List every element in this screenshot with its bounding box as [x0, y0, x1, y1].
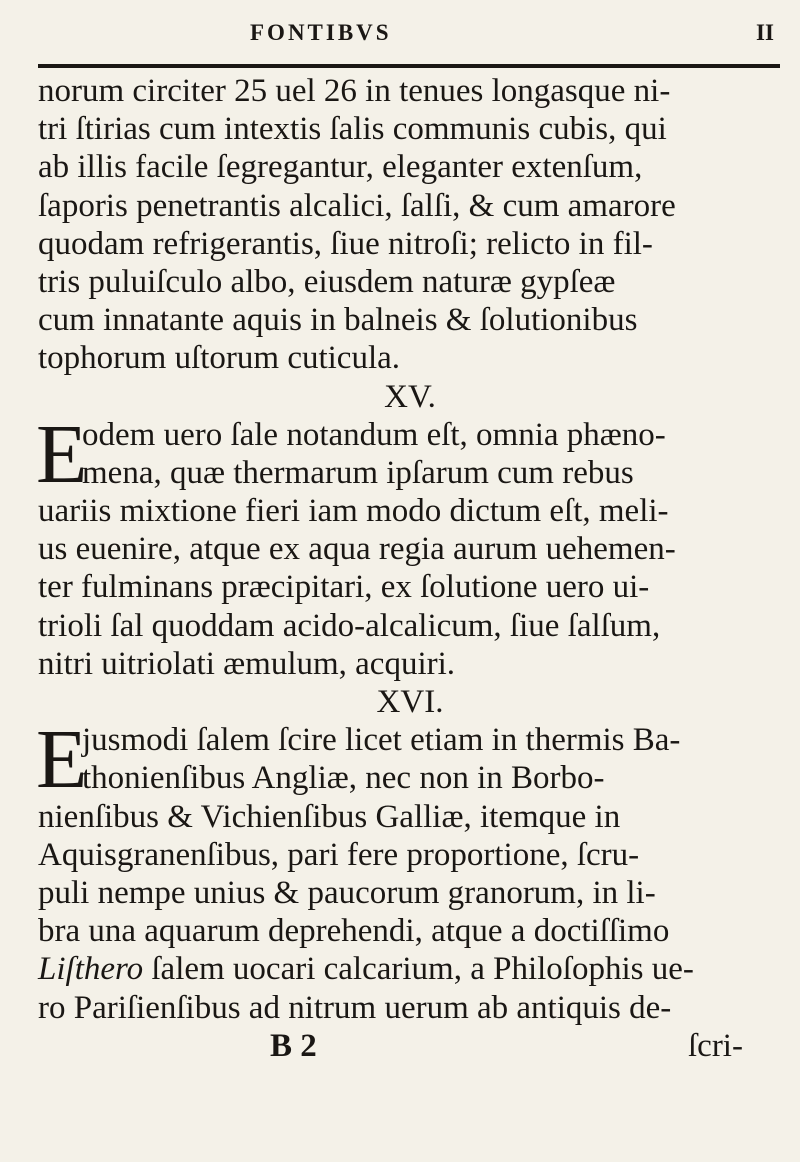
paragraph-1	[38, 72, 782, 378]
italic-name: Liſthero	[38, 951, 144, 988]
drop-cap: E	[36, 713, 88, 807]
page-text	[38, 72, 782, 1065]
text-line: quodam refrigerantis, ſiue nitroſi; relicto in fil-	[38, 225, 653, 262]
text-line: bra una aquarum deprehendi, atque a doctiſſimo	[38, 913, 670, 950]
text-line: tris puluiſculo albo, eiusdem naturæ gypſeæ	[38, 263, 616, 300]
page-footer	[38, 1027, 782, 1065]
text-line: mena, quæ thermarum ipſarum cum rebus	[82, 454, 634, 491]
text-line: us euenire, atque ex aqua regia aurum uehemen-	[38, 531, 676, 568]
page-number: II	[756, 20, 774, 45]
text-line: jusmodi ſalem ſcire licet etiam in thermis Ba-	[82, 722, 681, 759]
page-header	[0, 20, 800, 60]
text-line: nitri uitriolati æmulum, acquiri.	[38, 645, 456, 682]
text-line: ab illis facile ſegregantur, eleganter extenſum,	[38, 149, 643, 186]
text-line: thonienſibus Angliæ, nec non in Borbo-	[82, 760, 605, 797]
text-line: uariis mixtione fieri iam modo dictum eſt, meli-	[38, 493, 669, 530]
paragraph-xv	[36, 407, 782, 683]
text-line: norum circiter 25 uel 26 in tenues longasque ni-	[38, 73, 671, 109]
drop-cap: E	[36, 407, 88, 501]
text-line: cum innatante aquis in balneis & ſolutionibus	[38, 302, 638, 339]
text-line: ro Pariſienſibus ad nitrum uerum ab antiquis de-	[38, 989, 672, 1026]
text-line	[38, 950, 782, 988]
text-span: ſalem uocari calcarium, a Philoſophis ue-	[143, 951, 694, 988]
text-line: nienſibus & Vichienſibus Galliæ, itemque in	[38, 798, 621, 835]
header-rule	[38, 64, 780, 68]
section-heading-xvi: XVI.	[376, 684, 444, 720]
text-line: odem uero ſale notandum eſt, omnia phæno-	[82, 416, 666, 453]
text-line: trioli ſal quoddam acido-alcalicum, ſiue ſalſum,	[38, 607, 661, 644]
text-line: puli nempe unius & paucorum granorum, in li-	[38, 874, 656, 911]
text-line: ſaporis penetrantis alcalici, ſalſi, & cum amarore	[38, 187, 676, 224]
paragraph-xvi	[36, 713, 782, 1027]
running-title: FONTIBVS	[250, 20, 392, 45]
text-line: Aquisgranenſibus, pari fere proportione, ſcru-	[38, 836, 640, 873]
text-line: tri ſtirias cum intextis ſalis communis cubis, qui	[38, 111, 667, 148]
text-line: tophorum uſtorum cuticula.	[38, 340, 401, 377]
signature-mark: B 2	[270, 1027, 317, 1064]
text-line: ter fulminans præcipitari, ex ſolutione uero ui-	[38, 569, 650, 606]
section-heading-xv: XV.	[384, 378, 436, 415]
catchword: ſcri-	[688, 1027, 743, 1064]
